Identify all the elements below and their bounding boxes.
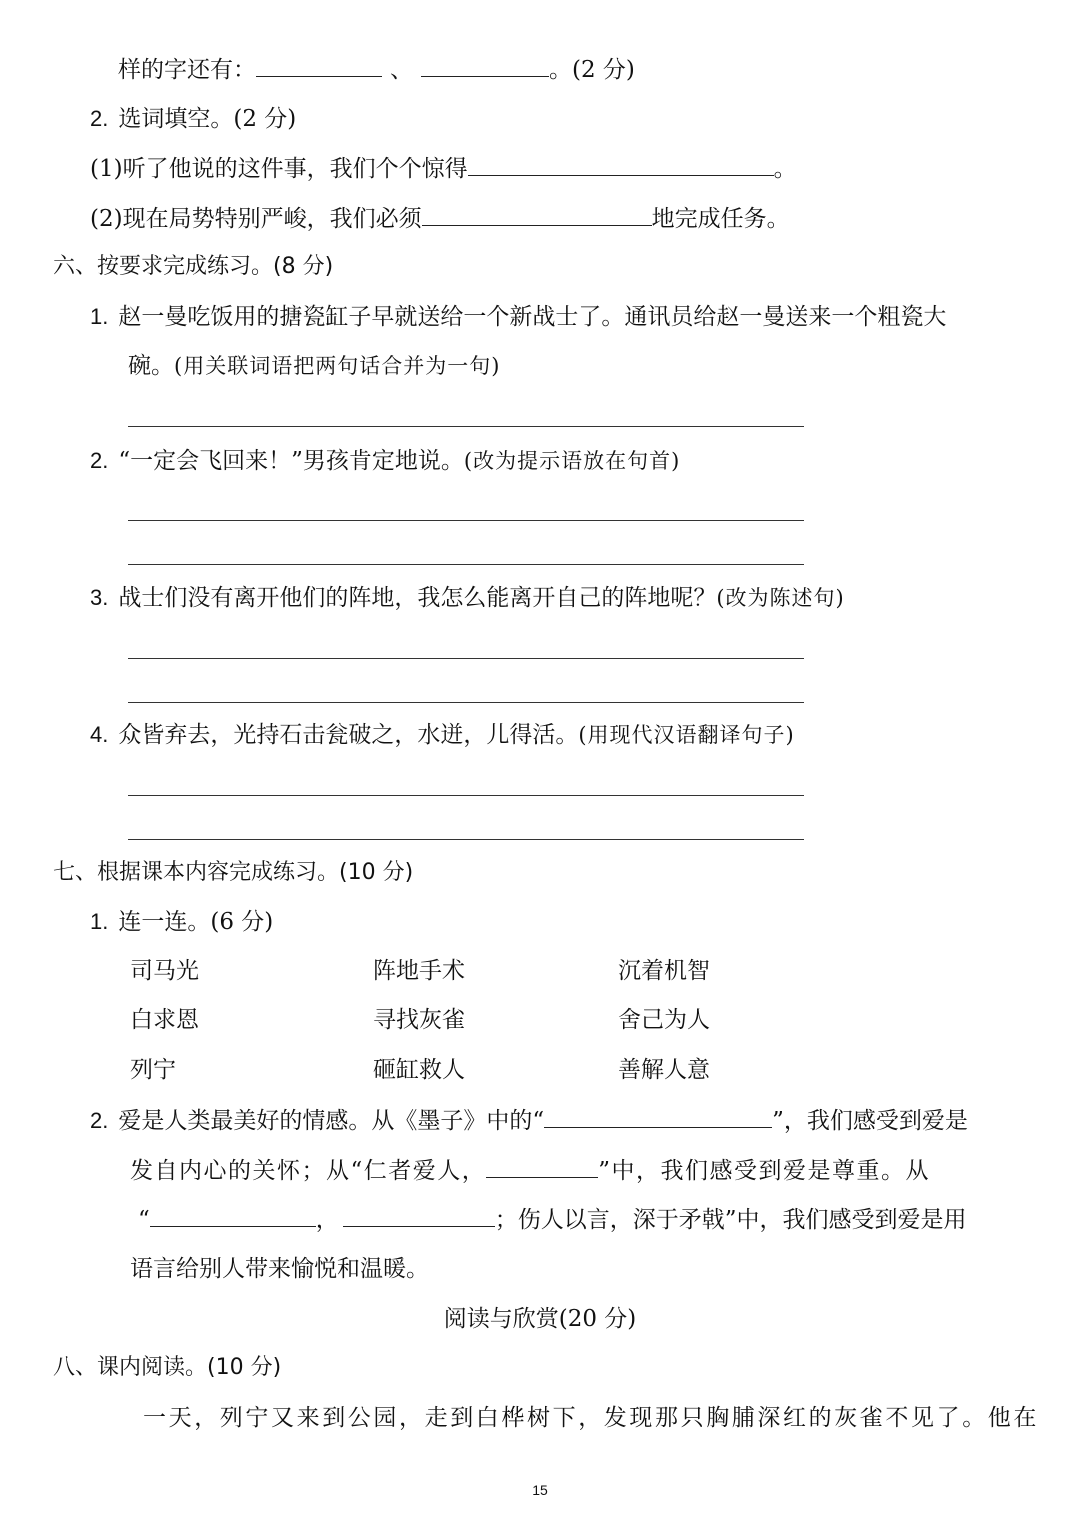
question-text: “一定会飞回来！”男孩肯定地说。 bbox=[118, 448, 464, 474]
question-hint: (改为陈述句) bbox=[716, 586, 845, 610]
page-number: 15 bbox=[532, 1482, 548, 1498]
fill-line-continued bbox=[118, 54, 635, 84]
item-end: 。 bbox=[773, 156, 797, 182]
answer-blank[interactable] bbox=[421, 54, 549, 77]
section-6-title: 六、按要求完成练习。(8 分) bbox=[53, 254, 334, 279]
question-text: 发自内心的关怀；从“仁者爱人， bbox=[130, 1158, 487, 1184]
answer-blank[interactable] bbox=[468, 153, 774, 176]
question-7-2-line3 bbox=[130, 1204, 967, 1234]
question-text: 爱是人类最美好的情感。从《墨子》中的“ bbox=[118, 1108, 545, 1134]
question-number: 1. bbox=[90, 304, 109, 329]
answer-blank[interactable] bbox=[422, 203, 652, 226]
item-text: (2)现在局势特别严峻，我们必须 bbox=[90, 206, 422, 232]
cont-text: 样的字还有： bbox=[118, 57, 256, 83]
item-text: (1)听了他说的这件事，我们个个惊得 bbox=[90, 156, 468, 182]
question-7-2 bbox=[90, 1105, 968, 1135]
question-text: ”中，我们感受到爱是尊重。从 bbox=[598, 1158, 931, 1184]
question-text: “ bbox=[138, 1207, 150, 1233]
match-quality[interactable]: 善解人意 bbox=[618, 1057, 710, 1083]
reading-paragraph: 一天，列宁又来到公园，走到白桦树下，发现那只胸脯深红的灰雀不见了。他在 bbox=[143, 1405, 1039, 1431]
section-7-title: 七、根据课本内容完成练习。(10 分) bbox=[53, 860, 414, 885]
question-text: ”，我们感受到爱是 bbox=[772, 1108, 968, 1134]
answer-blank[interactable] bbox=[544, 1105, 772, 1128]
answer-blank[interactable] bbox=[150, 1204, 316, 1227]
cont-sep: 、 bbox=[390, 57, 413, 83]
answer-line[interactable] bbox=[128, 520, 804, 521]
item-end: 地完成任务。 bbox=[651, 206, 790, 232]
question-6-1 bbox=[90, 302, 946, 332]
question-text: ， bbox=[315, 1207, 339, 1233]
cont-end: 。(2 分) bbox=[549, 57, 635, 83]
match-quality[interactable]: 沉着机智 bbox=[618, 958, 710, 984]
match-person[interactable]: 白求恩 bbox=[130, 1007, 199, 1033]
question-number: 1. bbox=[90, 909, 109, 934]
question-6-3 bbox=[90, 583, 845, 613]
answer-line[interactable] bbox=[128, 658, 804, 659]
question-text: 赵一曼吃饭用的搪瓷缸子早就送给一个新战士了。通讯员给赵一曼送来一个粗瓷大 bbox=[118, 304, 947, 330]
question-number: 3. bbox=[90, 585, 109, 610]
answer-blank[interactable] bbox=[256, 54, 382, 77]
question-number: 2. bbox=[90, 1108, 109, 1133]
question-text: 众皆弃去，光持石击瓮破之，水迸，儿得活。 bbox=[118, 722, 579, 748]
question-text: 战士们没有离开他们的阵地，我怎么能离开自己的阵地呢？ bbox=[118, 585, 717, 611]
answer-blank[interactable] bbox=[486, 1155, 598, 1178]
question-number: 2. bbox=[90, 448, 109, 473]
match-person[interactable]: 司马光 bbox=[130, 958, 199, 984]
question-7-1 bbox=[90, 907, 273, 937]
question-6-2 bbox=[90, 446, 680, 476]
match-event[interactable]: 阵地手术 bbox=[373, 958, 465, 984]
question-text: ；伤人以言，深于矛戟”中，我们感受到爱是用 bbox=[494, 1207, 967, 1233]
answer-line[interactable] bbox=[128, 839, 804, 840]
question-7-2-line4: 语言给别人带来愉悦和温暖。 bbox=[130, 1256, 429, 1282]
match-event[interactable]: 寻找灰雀 bbox=[373, 1007, 465, 1033]
answer-line[interactable] bbox=[128, 426, 804, 427]
question-title: 连一连。(6 分) bbox=[118, 909, 274, 935]
match-quality[interactable]: 舍己为人 bbox=[618, 1007, 710, 1033]
fill-item-2 bbox=[90, 203, 790, 233]
question-number: 4. bbox=[90, 722, 109, 747]
reading-section-header: 阅读与欣赏(20 分) bbox=[443, 1306, 637, 1332]
answer-line[interactable] bbox=[128, 564, 804, 565]
question-text: 碗。 bbox=[128, 353, 174, 379]
fill-item-1 bbox=[90, 153, 797, 183]
question-7-2-line2 bbox=[130, 1155, 930, 1185]
answer-blank[interactable] bbox=[343, 1204, 495, 1227]
question-5-2 bbox=[90, 104, 296, 134]
answer-line[interactable] bbox=[128, 702, 804, 703]
question-6-1-cont bbox=[128, 351, 500, 381]
question-hint: (改为提示语放在句首) bbox=[463, 449, 681, 473]
question-6-4 bbox=[90, 720, 795, 750]
match-event[interactable]: 砸缸救人 bbox=[373, 1057, 465, 1083]
answer-line[interactable] bbox=[128, 795, 804, 796]
section-8-title: 八、课内阅读。(10 分) bbox=[53, 1355, 282, 1380]
question-number: 2. bbox=[90, 106, 109, 131]
match-person[interactable]: 列宁 bbox=[130, 1057, 176, 1083]
question-hint: (用现代汉语翻译句子) bbox=[578, 723, 795, 747]
question-title: 选词填空。(2 分) bbox=[118, 106, 297, 132]
question-hint: (用关联词语把两句话合并为一句) bbox=[174, 354, 501, 378]
